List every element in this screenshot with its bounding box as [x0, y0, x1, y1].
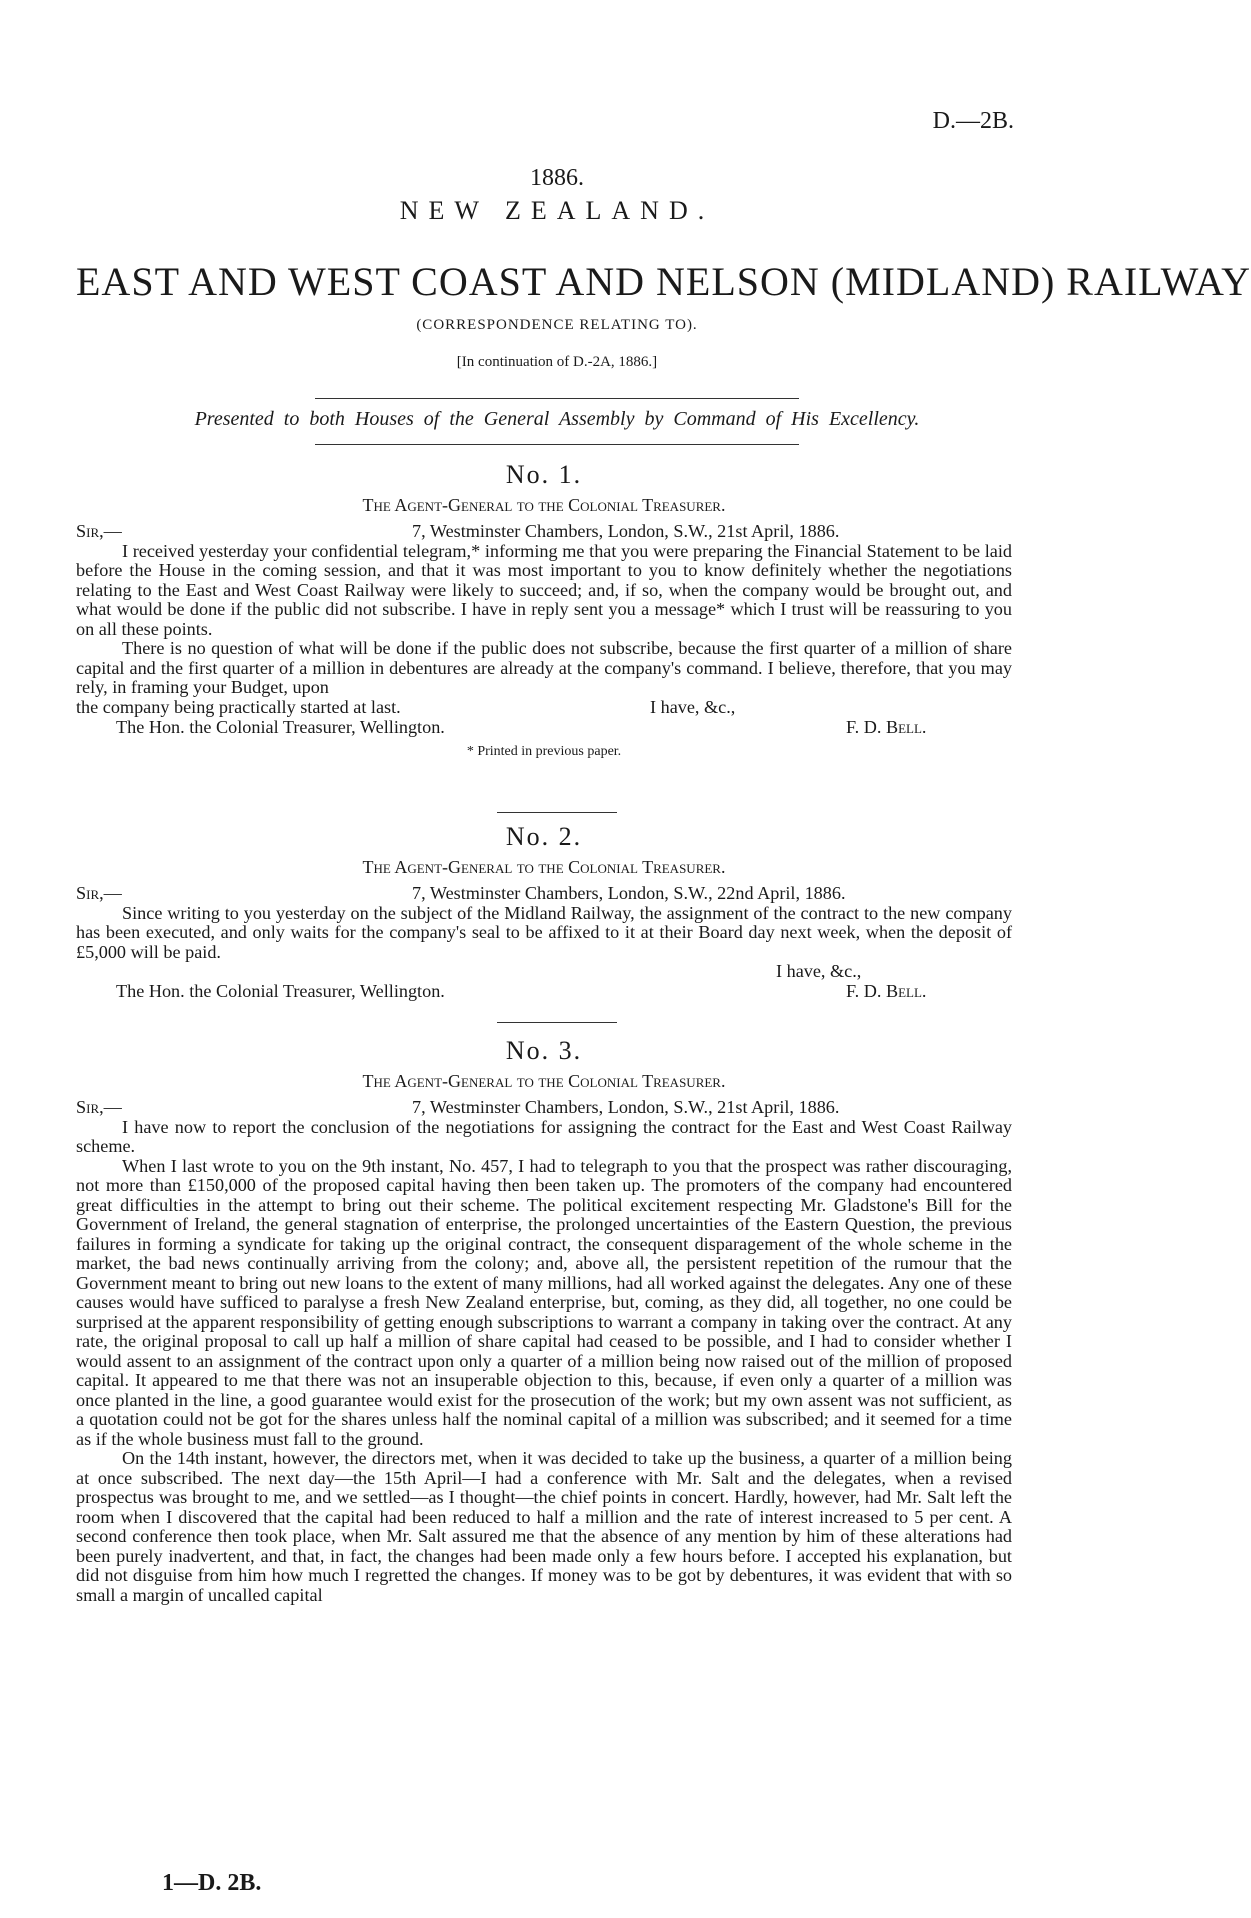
addressee: The Hon. the Colonial Treasurer, Wellington.	[116, 981, 445, 1001]
paragraph: Since writing to you yesterday on the subject of the Midland Railway, the assignment of the contract to the new company has been executed, and only waits for the company's seal to be affixed to it at their Board day next week, when the deposit of £5,000 will be paid.	[76, 902, 1012, 962]
divider-rule	[497, 812, 617, 813]
letter-heading: The Agent-General to the Colonial Treasurer.	[362, 1071, 726, 1091]
place-date: 7, Westminster Chambers, London, S.W., 22nd April, 1886.	[412, 882, 846, 903]
letter-number: No. 1.	[505, 460, 583, 489]
divider-rule	[315, 398, 799, 399]
letter-address-line	[76, 1096, 1012, 1118]
paragraph: I have now to report the conclusion of the negotiations for assigning the contract for the East and West Coast Railway scheme.	[76, 1116, 1012, 1156]
closing: I have, &c.,	[650, 696, 736, 717]
salutation: Sir,—	[76, 882, 122, 903]
footnote: * Printed in previous paper.	[466, 743, 622, 759]
letter-address-line	[76, 882, 1012, 904]
paragraph: I received yesterday your confidential telegram,* informing me that you were preparing the Financial Statement to be laid before the House in the coming session, and that it was most important to you to know definitely whether the negotiations relating to the East and West Coast Railway were likely to succeed; and, if so, when the company would be brought out, and what would be done if the public did not subscribe. I have in reply sent you a message* which I trust will be reassuring to you on all these points.	[76, 540, 1012, 639]
letter-heading: The Agent-General to the Colonial Treasurer.	[362, 495, 726, 515]
signature-line	[76, 718, 1012, 738]
presented-line: Presented to both Houses of the General Assembly by Command of His Excellency.	[194, 408, 920, 430]
letter-heading: The Agent-General to the Colonial Treasurer.	[362, 857, 726, 877]
last-line: the company being practically started at last.	[76, 696, 401, 717]
place-date: 7, Westminster Chambers, London, S.W., 21st April, 1886.	[412, 1096, 840, 1117]
divider-rule	[497, 1022, 617, 1023]
divider-rule	[315, 444, 799, 445]
paragraph: When I last wrote to you on the 9th instant, No. 457, I had to telegraph to you that the prospect was rather discouraging, not more than £150,000 of the proposed capital having then been taken up. The promoters of the company had encountered great difficulties in the attempt to bring out their scheme. The political excitement respecting Mr. Gladstone's Bill for the Government of Ireland, the general stagnation of enterprise, the prolonged uncertainties of the Eastern Question, the previous failures in forming a syndicate for taking up the original contract, the consequent disparagement of the whole scheme in the market, the bad news continually arriving from the colony; and, above all, the persistent repetition of the rumour that the Government meant to bring out new loans to the extent of many millions, had all worked against the delegates. Any one of these causes would have sufficed to paralyse a fresh New Zealand enterprise, but, coming, as they did, all together, no one could be surprised at the apparent responsibility of getting enough subscriptions to warrant a company in taking over the contract. At any rate, the original proposal to call up half a million of share capital had ceased to be possible, and I had to consider whether I would assent to an assignment of the contract upon only a quarter of a million being now raised out of the million of proposed capital. It appeared to me that there was not an insuperable objection to this, because, if even only a quarter of a million was once planted in the line, a good guarantee would exist for the prosecution of the work; but my own assent was not sufficient, as a quotation could not be got for the shares unless half the nominal capital of a million was subscribed; and it seemed for a time as if the whole business must fall to the ground.	[76, 1155, 1012, 1449]
closing-line	[76, 698, 1012, 718]
letter-number: No. 2.	[505, 822, 583, 851]
continuation-note: [In continuation of D.-2A, 1886.]	[456, 354, 658, 370]
year: 1886.	[530, 165, 584, 191]
letter-address-line	[76, 520, 1012, 542]
salutation: Sir,—	[76, 520, 122, 541]
paragraph: On the 14th instant, however, the directors met, when it was decided to take up the business, a quarter of a million being at once subscribed. The next day—the 15th April—I had a conference with Mr. Salt and the delegates, when a revised prospectus was brought to me, and we settled—as I thought—the chief points in concert. Hardly, however, had Mr. Salt left the room when I discovered that the capital had been reduced to half a million and the rate of interest increased to 5 per cent. A second conference then took place, when Mr. Salt assured me that the absence of any mention by him of these alterations had been purely inadvertent, and that, in fact, the changes had been made only a few hours before. I accepted his explanation, but did not disguise from him how much I regretted the changes. If money was to be got by debentures, it was evident that with so small a margin of uncalled capital	[76, 1448, 1012, 1605]
closing-line	[76, 962, 1012, 982]
letter-1	[76, 460, 1012, 761]
letter-3	[76, 1036, 1012, 1605]
letter-number: No. 3.	[505, 1036, 583, 1065]
paper-reference: D.—2B.	[932, 108, 1014, 134]
salutation: Sir,—	[76, 1096, 122, 1117]
signature: F. D. Bell.	[846, 981, 927, 1001]
country: NEW ZEALAND.	[399, 196, 715, 225]
paragraph: There is no question of what will be done if the public does not subscribe, because the first quarter of a million of share capital and the first quarter of a million in debentures are already at the company's command. I believe, therefore, that you may rely, in framing your Budget, upon	[76, 638, 1012, 697]
closing: I have, &c.,	[776, 961, 862, 981]
letter-2	[76, 822, 1012, 1002]
signature: F. D. Bell.	[846, 716, 927, 737]
page-footer: 1—D. 2B.	[162, 1870, 262, 1896]
subtitle: (CORRESPONDENCE RELATING TO).	[416, 317, 698, 333]
signature-line	[76, 982, 1012, 1002]
page-title: EAST AND WEST COAST AND NELSON (MIDLAND) RAILWAY	[76, 259, 1251, 304]
addressee: The Hon. the Colonial Treasurer, Wellington.	[116, 716, 445, 737]
place-date: 7, Westminster Chambers, London, S.W., 21st April, 1886.	[412, 520, 840, 541]
